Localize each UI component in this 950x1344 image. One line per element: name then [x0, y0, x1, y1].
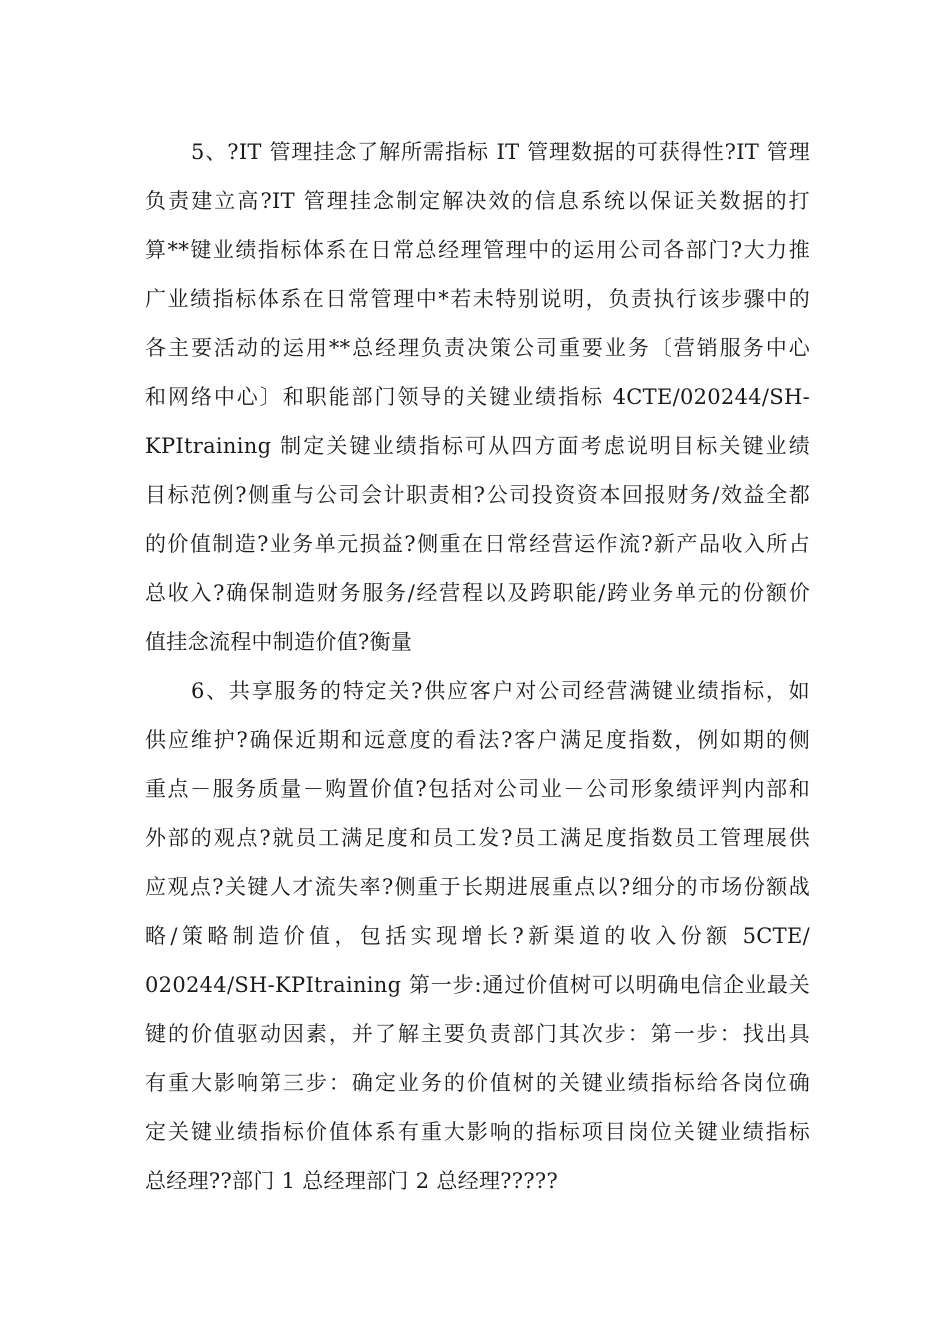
- text-line: 略/策略制造价值，包括实现增长?新渠道的收入份额 5CTE/: [145, 924, 810, 948]
- text-line: 值挂念流程中制造价值?衡量: [145, 630, 413, 654]
- text-line: 定关键业绩指标价值体系有重大影响的指标项目岗位关键业绩指标: [145, 1120, 810, 1144]
- text-line: 和网络中心〕和职能部门领导的关键业绩指标 4CTE/020244/SH-: [145, 385, 810, 409]
- document-body: [145, 134, 810, 1212]
- text-line: 应观点?关键人才流失率?侧重于长期进展重点以?细分的市场份额战: [145, 875, 810, 899]
- text-line: 各主要活动的运用**总经理负责决策公司重要业务〔营销服务中心: [145, 336, 810, 360]
- text-line: 目标范例?侧重与公司会计职责相?公司投资资本回报财务/效益全都: [145, 483, 810, 507]
- text-line: 供应维护?确保近期和远意度的看法?客户满足度指数，例如期的侧: [145, 728, 810, 752]
- text-line: 5、?IT 管理挂念了解所需指标 IT 管理数据的可获得性?IT 管理: [191, 140, 810, 164]
- text-line: 重点－服务质量－购置价值?包括对公司业－公司形象绩评判内部和: [145, 777, 810, 801]
- text-line: 键的价值驱动因素，并了解主要负责部门其次步：第一步：找出具: [145, 1022, 810, 1046]
- text-line: KPItraining 制定关键业绩指标可从四方面考虑说明目标关键业绩: [145, 434, 810, 458]
- text-line: 6、共享服务的特定关?供应客户对公司经营满键业绩指标，如: [191, 679, 810, 703]
- text-line: 的价值制造?业务单元损益?侧重在日常经营运作流?新产品收入所占: [145, 532, 810, 556]
- paragraph-6: [145, 673, 810, 1200]
- text-line: 总经理??部门 1 总经理部门 2 总经理?????: [145, 1169, 559, 1193]
- text-line: 广业绩指标体系在日常管理中*若未特别说明，负责执行该步骤中的: [145, 287, 810, 311]
- text-line: 有重大影响第三步：确定业务的价值树的关键业绩指标给各岗位确: [145, 1071, 810, 1095]
- text-line: 总收入?确保制造财务服务/经营程以及跨职能/跨业务单元的份额价: [145, 581, 810, 605]
- text-line: 外部的观点?就员工满足度和员工发?员工满足度指数员工管理展供: [145, 826, 810, 850]
- text-line: 负责建立高?IT 管理挂念制定解决效的信息系统以保证关数据的打: [145, 189, 810, 213]
- paragraph-5: [145, 134, 810, 661]
- text-line: 020244/SH-KPItraining 第一步:通过价值树可以明确电信企业最关: [145, 973, 810, 997]
- text-line: 算**键业绩指标体系在日常总经理管理中的运用公司各部门?大力推: [145, 238, 810, 262]
